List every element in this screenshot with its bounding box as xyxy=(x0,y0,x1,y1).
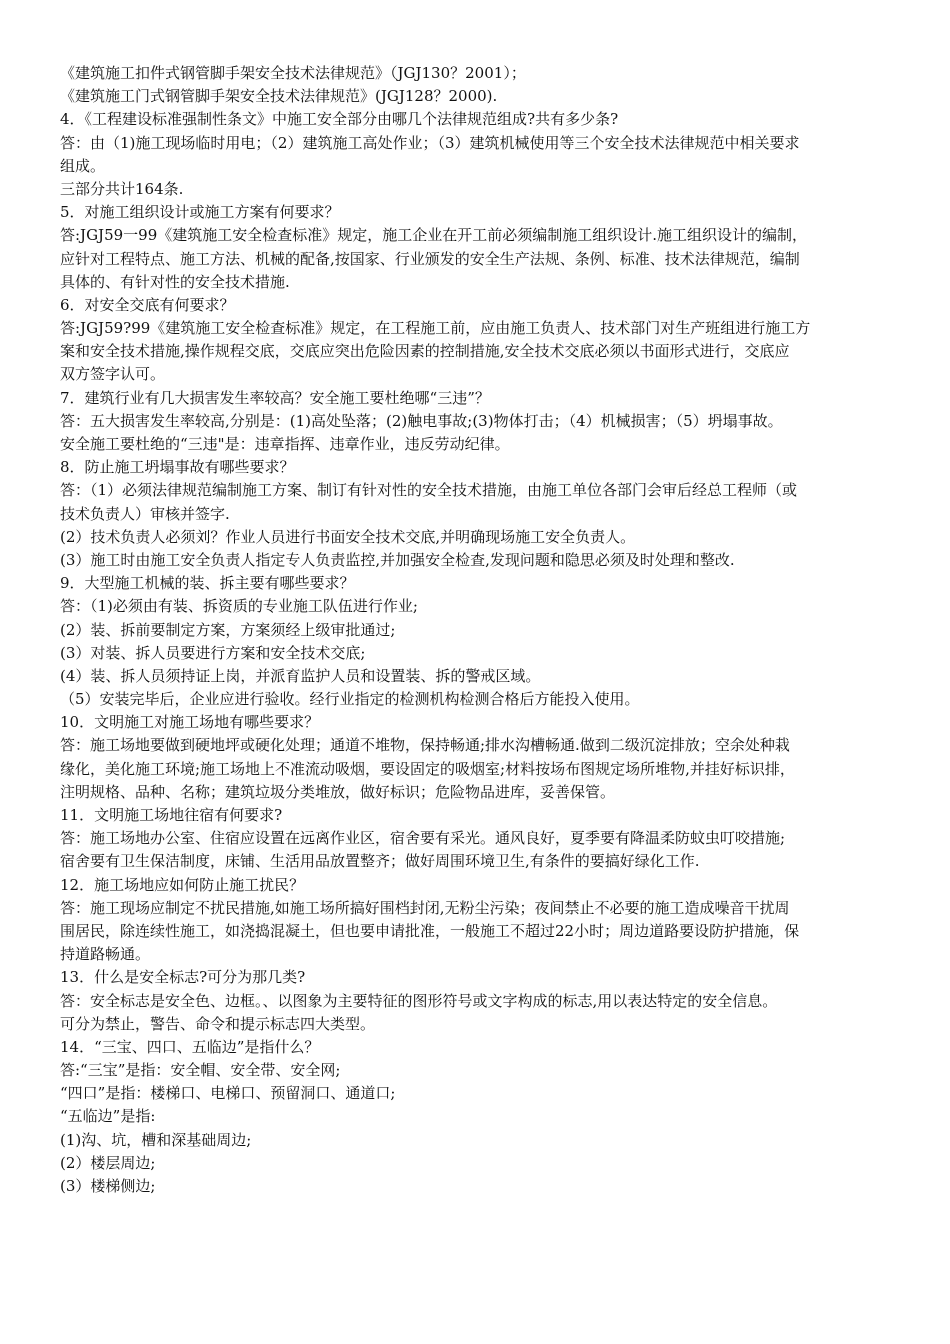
answer-line: 答：施工场地要做到硬地坪或硬化处理；通道不堆物，保持畅通;排水沟槽畅通.做到二级沉淀排放；空余处种栽 xyxy=(60,736,790,755)
text-line: (4）装、拆人员须持证上岗，并派育监护人员和设置装、拆的警戒区域。 xyxy=(60,666,541,685)
answer-line: 答:“三宝”是指：安全帽、安全带、安全网; xyxy=(60,1061,341,1080)
question-line: 12．施工场地应如何防止施工扰民？ xyxy=(60,875,305,894)
answer-line: 答：施工场地办公室、住宿应设置在远离作业区，宿舍要有采光。通风良好，夏季要有降温柔防蚊虫叮咬措施; xyxy=(60,829,786,848)
text-line: (2）楼层周边; xyxy=(60,1153,156,1172)
text-line: (2）装、拆前要制定方案，方案须经上级审批通过; xyxy=(60,620,396,639)
question-line: 9．大型施工机械的装、拆主要有哪些要求？ xyxy=(60,574,355,593)
text-line: 缘化，美化施工环境;施工场地上不准流动吸烟，要设固定的吸烟室;材料按场布图规定场所堆物,并挂好标识排， xyxy=(60,759,795,778)
question-line: 6．对安全交底有何要求？ xyxy=(60,295,235,314)
question-line: 10．文明施工对施工场地有哪些要求？ xyxy=(60,713,320,732)
text-line: 具体的、有针对性的安全技术措施. xyxy=(60,272,290,291)
answer-line: 答：（1)必须由有装、拆资质的专业施工队伍进行作业; xyxy=(60,597,418,616)
answer-line: 答:JGJ59?99《建筑施工安全检查标准》规定，在工程施工前，应由施工负责人、技术部门对生产班组进行施工方 xyxy=(60,319,811,338)
text-line: 三部分共计164条. xyxy=(60,179,184,198)
text-line: 应针对工程特点、施工方法、机械的配备,按国家、行业颁发的安全生产法规、条例、标准、技术法律规范，编制 xyxy=(60,249,800,268)
text-line: 围居民，除连续性施工，如浇捣混凝土，但也要申请批准，一般施工不超过22小时；周边道路要设防护措施，保 xyxy=(60,921,800,940)
answer-line: 答：五大损害发生率较高,分别是：(1)高处坠落；(2)触电事故;(3)物体打击；（4）机械损害；（5）坍塌事故。 xyxy=(60,411,783,430)
text-line: (3）施工时由施工安全负责人指定专人负责监控,并加强安全检查,发现问题和隐思必须及时处理和整改. xyxy=(60,550,735,569)
question-line: 7．建筑行业有几大损害发生率较高？安全施工要杜绝哪“三违”？ xyxy=(60,388,490,407)
question-line: 4．《工程建设标准强制性条文》中施工安全部分由哪几个法律规范组成?共有多少条? xyxy=(60,110,619,129)
text-line: 宿舍要有卫生保洁制度，床铺、生活用品放置整齐；做好周围环境卫生,有条件的要搞好绿化工作. xyxy=(60,852,700,871)
text-line: 可分为禁止，警告、命令和提示标志四大类型。 xyxy=(60,1014,376,1033)
text-line: “四口”是指：楼梯口、电梯口、预留洞口、通道口; xyxy=(60,1084,396,1103)
text-line: 案和安全技术措施,操作规程交底，交底应突出危险因素的控制措施,安全技术交底必须以书面形式进行，交底应 xyxy=(60,342,790,361)
text-line: 注明规格、品种、名称；建筑垃圾分类堆放，做好标识；危险物品进库，妥善保管。 xyxy=(60,782,616,801)
question-line: 11．文明施工场地往宿有何要求? xyxy=(60,806,283,824)
text-line: （5）安装完毕后，企业应进行验收。经行业指定的检测机构检测合格后方能投入使用。 xyxy=(60,690,640,709)
text-line: 技术负责人）审核并签字. xyxy=(60,504,230,523)
question-line: 13．什么是安全标志?可分为那几类? xyxy=(60,968,306,987)
text-line: 安全施工要杜绝的“三违"是：违章指挥、违章作业，违反劳动纪律。 xyxy=(60,435,510,453)
answer-line: 答：安全标志是安全色、边框。、以图象为主要特征的图形符号或文字构成的标志,用以表达特定的安全信息。 xyxy=(60,991,778,1010)
question-line: 14．“三宝、四口、五临边”是指什么？ xyxy=(60,1037,320,1056)
text-line: 组成。 xyxy=(60,156,106,175)
answer-line: 答：由（1)施工现场临时用电；（2）建筑施工高处作业；（3）建筑机械使用等三个安全技术法律规范中相关要求 xyxy=(60,133,800,152)
answer-line: 答：施工现场应制定不扰民措施,如施工场所搞好围档封闭,无粉尘污染；夜间禁止不必要的施工造成噪音干扰周 xyxy=(60,898,790,917)
text-line: (3）楼梯侧边; xyxy=(60,1177,156,1195)
text-line: (2）技术负责人必须刘？作业人员进行书面安全技术交底,并明确现场施工安全负责人。 xyxy=(60,527,636,546)
text-line: “五临边”是指: xyxy=(60,1107,156,1126)
text-line: (3）对装、拆人员要进行方案和安全技术交底; xyxy=(60,643,366,662)
text-line: 持道路畅通。 xyxy=(60,945,151,964)
text-line: (1)沟、坑，槽和深基础周边; xyxy=(60,1130,252,1149)
answer-line: 答：（1）必须法律规范编制施工方案、制订有针对性的安全技术措施，由施工单位各部门会审后经总工程师（或 xyxy=(60,481,798,500)
question-line: 5．对施工组织设计或施工方案有何要求？ xyxy=(60,203,340,222)
question-line: 8．防止施工坍塌事故有哪些要求？ xyxy=(60,458,295,477)
document-body xyxy=(60,62,896,1198)
answer-line: 答:JGJ59一99《建筑施工安全检查标准》规定，施工企业在开工前必须编制施工组织设计.施工组织设计的编制， xyxy=(60,226,808,245)
text-line: 《建筑施工扣件式钢管脚手架安全技术法律规范》（JGJ130？2001）； xyxy=(60,64,526,82)
text-line: 双方签字认可。 xyxy=(60,365,166,384)
text-line: 《建筑施工门式钢管脚手架安全技术法律规范》(JGJ128？2000). xyxy=(60,87,498,106)
